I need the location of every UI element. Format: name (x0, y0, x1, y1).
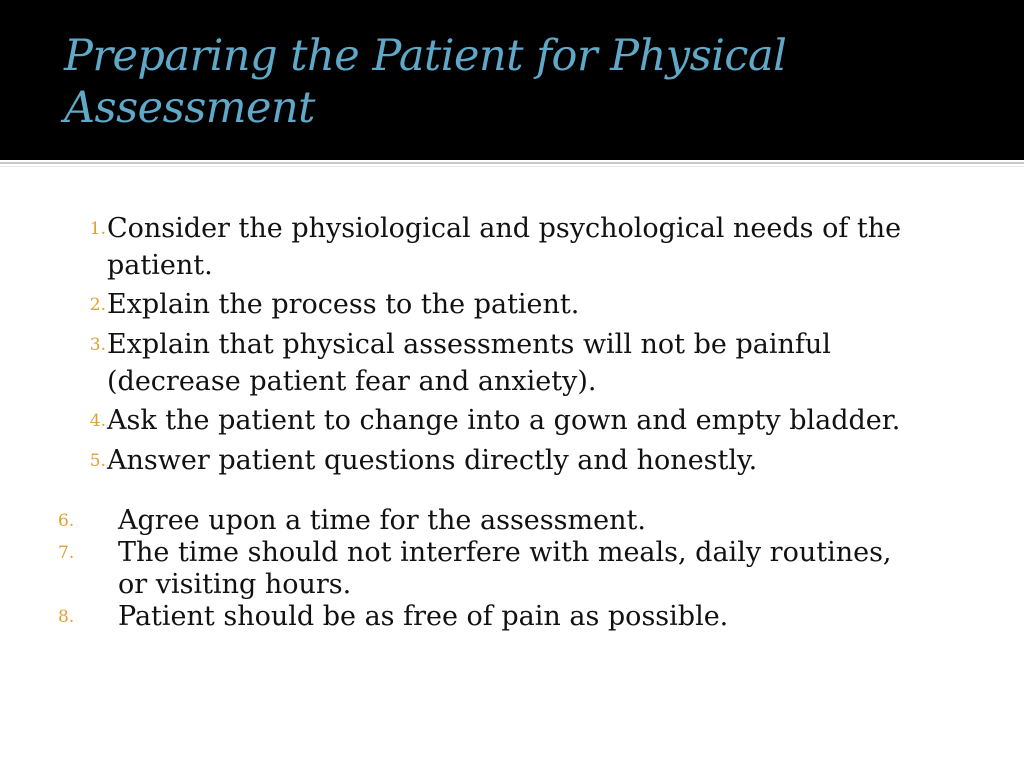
list-text: Patient should be as free of pain as possible. (118, 601, 729, 632)
list-number: 3. (89, 335, 106, 355)
list-item (58, 537, 958, 601)
list-item (70, 286, 970, 324)
list-item (58, 601, 958, 633)
list-number: 5. (89, 451, 106, 471)
list-item (58, 505, 958, 537)
numbered-list-secondary (58, 505, 958, 633)
title-divider-shadow (0, 166, 1024, 167)
list-number: 8. (58, 607, 75, 627)
list-item (70, 402, 970, 440)
list-text: The time should not interfere with meals, daily routines, or visiting hours. (118, 537, 892, 600)
list-text: Explain the process to the patient. (107, 289, 580, 320)
slide-title: Preparing the Patient for Physical Assessment (64, 31, 787, 133)
title-bar (0, 0, 1024, 160)
numbered-list-primary (70, 210, 970, 482)
list-text: Answer patient questions directly and honestly. (107, 445, 758, 476)
list-text: Consider the physiological and psychological needs of the patient. (107, 213, 902, 281)
list-number: 7. (58, 543, 75, 563)
list-number: 6. (58, 511, 75, 531)
list-text: Ask the patient to change into a gown and empty bladder. (107, 405, 901, 436)
list-text: Explain that physical assessments will not be painful (decrease patient fear and anxiety). (107, 329, 831, 397)
list-text: Agree upon a time for the assessment. (118, 505, 646, 536)
list-item (70, 442, 970, 480)
list-number: 4. (89, 411, 106, 431)
title-divider (0, 162, 1024, 164)
list-item (70, 210, 970, 284)
list-number: 1. (89, 219, 106, 239)
list-number: 2. (89, 295, 106, 315)
list-item (70, 326, 970, 400)
